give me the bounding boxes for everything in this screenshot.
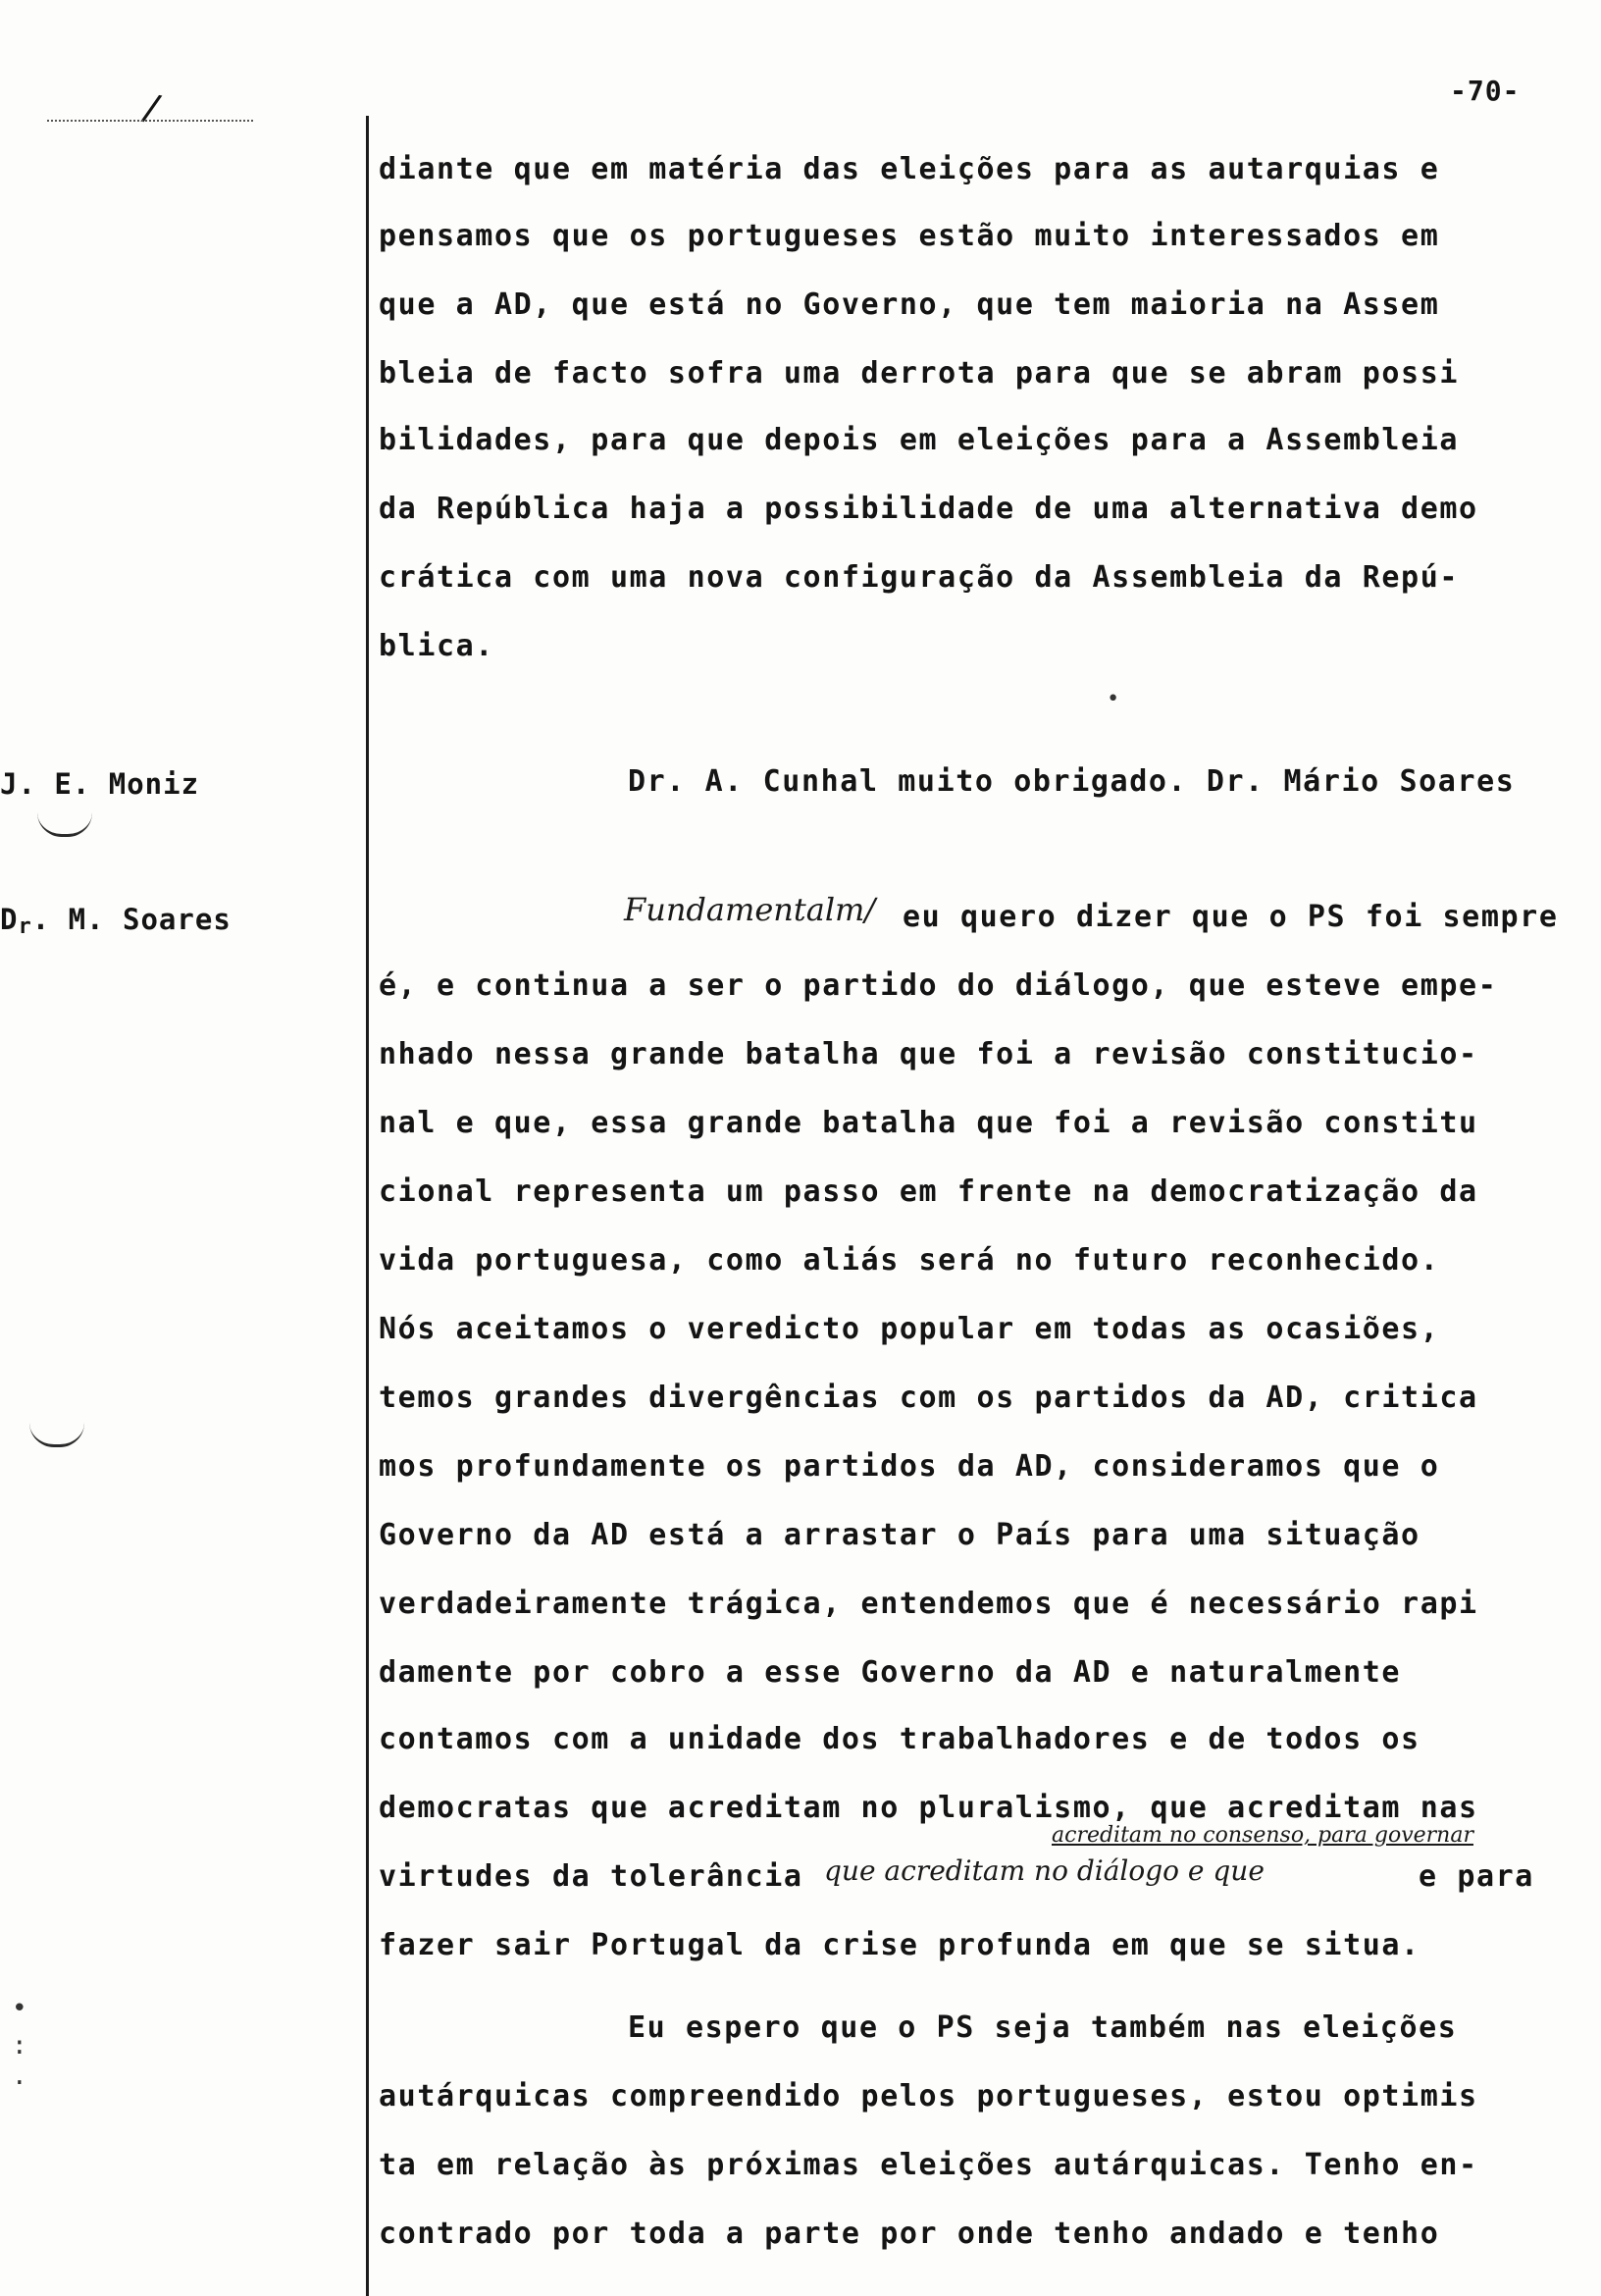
margin-dot: • — [12, 1994, 27, 2023]
margin-dot: · — [12, 2068, 27, 2098]
body-line: Eu espero que o PS seja também nas eleições — [628, 2010, 1458, 2045]
body-line: crática com uma nova configuração da Assembleia da Repú- — [379, 560, 1460, 595]
body-line: contamos com a unidade dos trabalhadores e de todos os — [379, 1722, 1420, 1756]
margin-dot: : — [12, 2031, 27, 2061]
body-line: fazer sair Portugal da crise profunda em que se situa. — [379, 1928, 1420, 1962]
margin-tick-mark — [37, 812, 92, 837]
body-line: ta em relação às próximas eleições autárquicas. Tenho en- — [379, 2148, 1478, 2182]
body-line: diante que em matéria das eleições para as autarquias e — [379, 152, 1440, 186]
body-line: democratas que acreditam no pluralismo, que acreditam nas — [379, 1791, 1478, 1825]
body-line: temos grandes divergências com os partidos da AD, critica — [379, 1381, 1478, 1415]
body-line: damente por cobro a esse Governo da AD e naturalmente — [379, 1655, 1402, 1690]
body-line: virtudes da tolerância — [379, 1859, 803, 1894]
body-line: Nós aceitamos o veredicto popular em todas as ocasiões, — [379, 1312, 1440, 1346]
body-line: cional representa um passo em frente na democratização da — [379, 1174, 1478, 1209]
handwritten-insert-fundamental: Fundamentalm/ — [624, 891, 876, 928]
speaker-name: . M. Soares — [31, 903, 232, 936]
body-line: vida portuguesa, como aliás será no futuro reconhecido. — [379, 1243, 1440, 1278]
body-line: bleia de facto sofra uma derrota para que se abram possi — [379, 356, 1460, 391]
body-line: e para — [1419, 1859, 1534, 1894]
handwritten-insert-inline: que acreditam no diálogo e que — [824, 1854, 1265, 1887]
body-line: da República haja a possibilidade de uma alternativa demo — [379, 492, 1478, 526]
margin-slash-mark: / — [137, 86, 167, 130]
dotted-signature-line — [47, 120, 253, 122]
body-line: autárquicas compreendido pelos portugueses, estou optimis — [379, 2079, 1478, 2113]
body-line: nhado nessa grande batalha que foi a revisão constitucio- — [379, 1037, 1478, 1071]
body-line: Governo da AD está a arrastar o País para uma situação — [379, 1518, 1420, 1552]
speaker-label-soares — [0, 903, 232, 939]
page-number: -70- — [1450, 75, 1521, 107]
body-line: contrado por toda a parte por onde tenho andado e tenho — [379, 2217, 1440, 2251]
speaker-prefix-sub: r — [18, 914, 32, 939]
body-line: que a AD, que está no Governo, que tem maioria na Assem — [379, 287, 1440, 322]
body-line: bilidades, para que depois em eleições para a Assembleia — [379, 423, 1460, 457]
speaker-label-moniz: J. E. Moniz — [0, 767, 200, 801]
body-line: mos profundamente os partidos da AD, consideramos que o — [379, 1449, 1440, 1484]
body-line: blica. — [379, 629, 494, 663]
body-line: Dr. A. Cunhal muito obrigado. Dr. Mário Soares — [628, 764, 1516, 799]
body-line: é, e continua a ser o partido do diálogo, que esteve empe- — [379, 968, 1498, 1003]
body-line: eu quero dizer que o PS foi sempre — [903, 900, 1559, 934]
margin-tick-mark — [29, 1423, 84, 1447]
body-line: nal e que, essa grande batalha que foi a revisão constitu — [379, 1106, 1478, 1140]
stray-dot-mark: • — [1107, 687, 1120, 711]
speaker-prefix: D — [0, 903, 19, 936]
handwritten-insert-above: acreditam no consenso, para governar — [1052, 1823, 1473, 1848]
body-line: verdadeiramente trágica, entendemos que é necessário rapi — [379, 1587, 1478, 1621]
body-line: pensamos que os portugueses estão muito interessados em — [379, 219, 1440, 253]
margin-rule — [366, 116, 369, 2296]
